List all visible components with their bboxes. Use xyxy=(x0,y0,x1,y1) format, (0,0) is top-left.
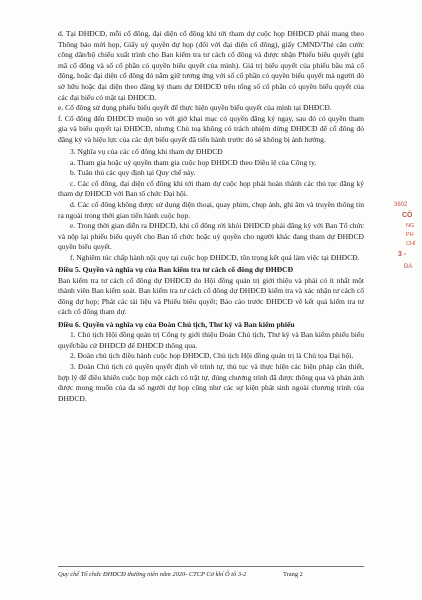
stamp-text: 3802 xyxy=(394,202,408,208)
paragraph-d-registration: d. Tại ĐHĐCĐ, mỗi cổ đông, đại diện cổ đông khi tới tham dự cuộc họp ĐHĐCĐ phải mang theo Thông báo mời họp, Giấy uỷ quyền dự họp (đối với đại diện cổ đông), giấy CMND/Thẻ căn cước công dân/hộ chiếu xuất trình cho Ban kiểm tra tư cách cổ đông và được nhận Phiếu biểu quyết (ghi mã cổ đông và số cổ phần có quyền biểu quyết của mình). Giá trị biểu quyết của phiếu bầu mà cổ đông, hoặc đại diện cổ đông đó nắm giữ tương ứng với số cổ phần có quyền biểu quyết mà người đó sở hữu hoặc đại diện theo đăng ký tham dự ĐHĐCĐ trên tổng số cổ phần có quyền biểu quyết của các đại biểu có mặt tại ĐHĐCĐ. xyxy=(58,29,364,102)
obligation-b: b. Tuân thủ các quy định tại Quy chế này. xyxy=(70,168,196,178)
obligation-a: a. Tham gia hoặc uỷ quyền tham gia cuộc họp ĐHĐCĐ theo Điều lệ của Công ty. xyxy=(70,157,317,167)
paragraph-f-late-arrival: f. Cổ đông đến ĐHĐCĐ muộn so với giờ khai mạc có quyền đăng ký ngay, sau đó có quyền tham gia và biểu quyết tại ĐHĐCĐ, nhưng Chủ toạ không có trách nhiệm dừng ĐHĐCĐ để cổ đông đó đăng ký và hiệu lực của các đợt biểu quyết đã tiến hành trước đó sẽ không bị ảnh hưởng. xyxy=(58,113,364,144)
article-5-body: Ban kiểm tra tư cách cổ đông dự ĐHĐCĐ do Hội đồng quản trị giới thiệu và phải có ít nhất một thành viên Ban kiểm soát. Ban kiểm tra tư cách cổ đông dự ĐHĐCĐ kiểm tra và xác nhận tư cách cổ đông dự họp; Phát các tài liệu và Phiếu biểu quyết; Báo cáo trước ĐHĐCĐ về kết quả kiểm tra tư cách cổ đông tham dự. xyxy=(58,275,364,317)
seal-stamp-fragment xyxy=(394,202,422,274)
article-5-heading: Điều 5. Quyền và nghĩa vụ của Ban kiểm tra tư cách cổ đông dự ĐHĐCĐ xyxy=(58,265,294,275)
article-6-item-2: 2. Đoàn chủ tịch điều hành cuộc họp ĐHĐCĐ, Chủ tịch Hội đồng quản trị là Chủ tọa Đại hội. xyxy=(70,351,354,361)
obligation-f: f. Nghiêm túc chấp hành nội quy tại cuộc họp ĐHĐCĐ, tôn trọng kết quả làm việc tại ĐHĐCĐ. xyxy=(70,252,360,262)
obligation-c: c. Các cổ đông, đại diện cổ đông khi tới tham dự cuộc họp phải hoàn thành các thủ tục đăng ký tham dự ĐHĐCĐ với Ban tổ chức Đại hội. xyxy=(58,178,364,199)
section-3-heading: 3. Nghĩa vụ của các cổ đông khi tham dự ĐHĐCĐ xyxy=(70,147,223,157)
article-6-item-1: 1. Chủ tịch Hội đồng quản trị Công ty giới thiệu Đoàn Chủ tịch, Thư ký và Ban kiểm phiếu biểu quyết/bầu cử ĐHĐCĐ để ĐHĐCĐ thông qua. xyxy=(58,330,364,350)
footer-title: Quy chế Tổ chức ĐHĐCĐ thường niên năm 2020- CTCP Cơ khí Ô tô 3-2 xyxy=(58,571,247,578)
obligation-d: d. Các cổ đông không được sử dụng điện thoại, quay phim, chụp ảnh, ghi âm và truyền thông tin ra ngoài trong thời gian tiến hành cuộc họp. xyxy=(58,200,364,220)
stamp-text: PH xyxy=(406,232,414,238)
article-6-heading: Điều 6. Quyền và nghĩa vụ của Đoàn Chủ tịch, Thư ký và Ban kiểm phiếu xyxy=(58,319,295,329)
stamp-text: NG xyxy=(406,223,415,229)
page-number: Trang 2 xyxy=(283,571,303,578)
document-body xyxy=(58,29,364,404)
article-6-item-3: 3. Đoàn Chủ tịch có quyền quyết định về trình tự, thủ tục và thực hiện các biện pháp cần thiết, hợp lý để điều khiển cuộc họp một cách có trật tự, đúng chương trình đã được thông qua và phản ánh được mong muốn của đa số người dự họp cũng như các sự kiện phát sinh ngoài chương trình của ĐHĐCĐ. xyxy=(58,361,364,403)
paragraph-e-voting: e. Cổ đông sử dụng phiếu biểu quyết để thực hiện quyền biểu quyết của mình tại ĐHĐCĐ. xyxy=(58,103,332,113)
stamp-text: ĐA xyxy=(404,264,413,270)
stamp-text: CÔ xyxy=(402,212,413,219)
page-footer xyxy=(58,571,364,578)
stamp-text: 3 - xyxy=(398,251,407,258)
obligation-e: e. Trong thời gian diễn ra ĐHĐCĐ, khi cổ đông rời khỏi ĐHĐCĐ phải đăng ký với Ban Tổ chức và nộp lại phiếu biểu quyết cho Ban tổ chức hoặc uỷ quyền cho người khác đang tham dự ĐHĐCĐ quyền biểu quyết. xyxy=(58,221,364,252)
stamp-text: CHÍ xyxy=(406,241,416,247)
footer-divider xyxy=(58,566,364,567)
